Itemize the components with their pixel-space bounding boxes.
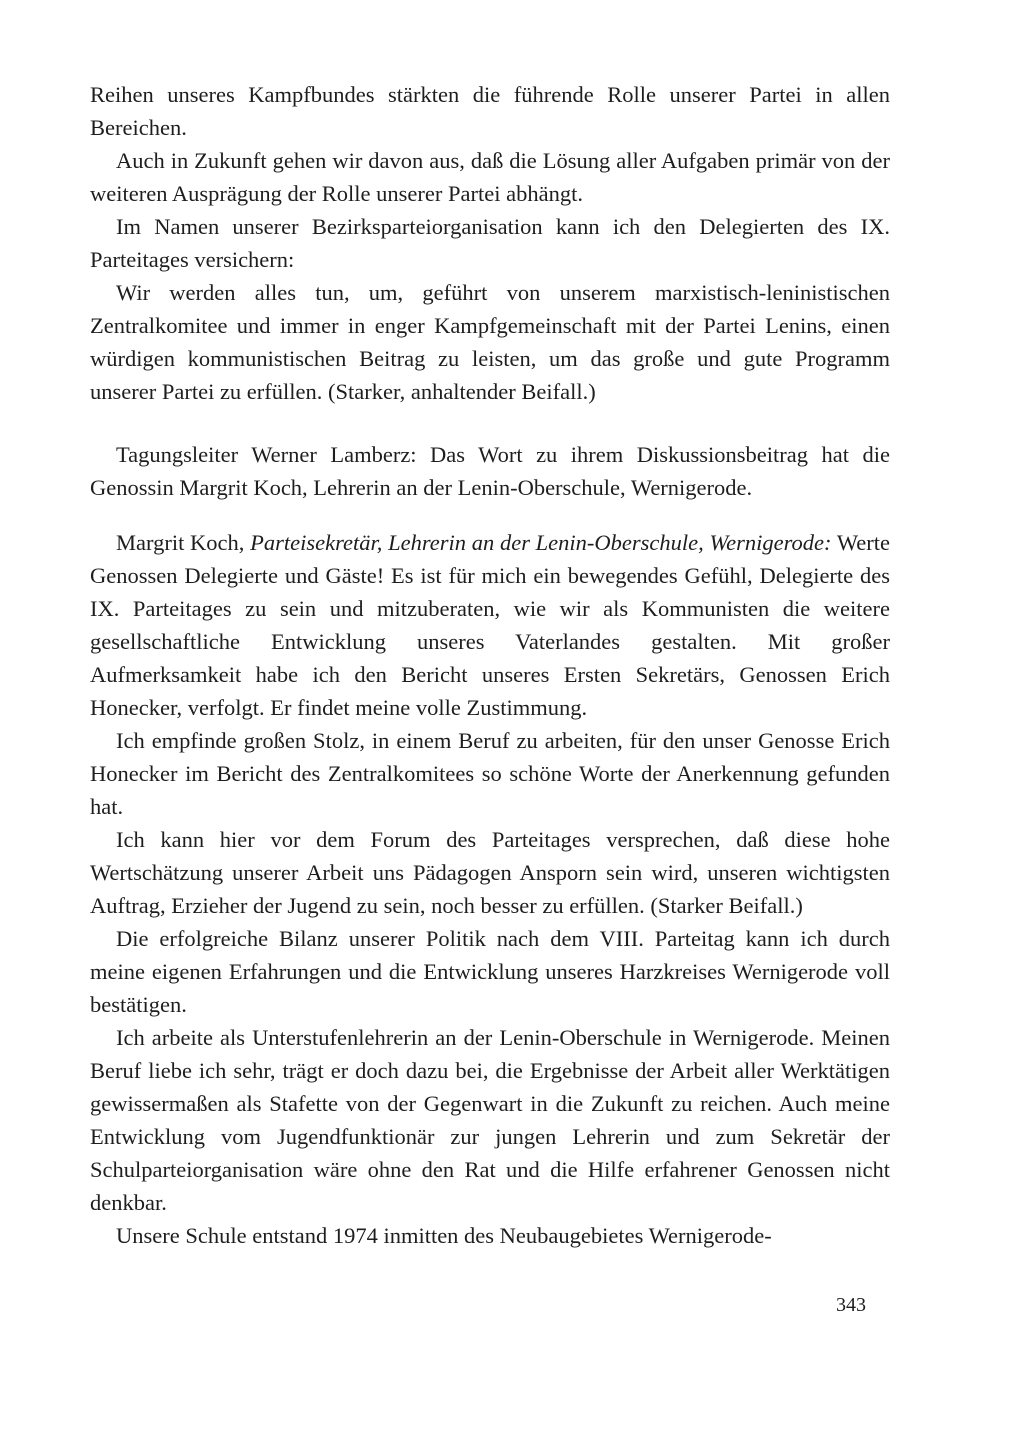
paragraph-2: Auch in Zukunft gehen wir davon aus, daß die Lösung aller Aufgaben primär von der weiteren Ausprägung der Rolle unserer Partei abhängt. xyxy=(90,148,890,206)
speaker-name: Margrit Koch, xyxy=(116,530,245,555)
speech-paragraph-4: Ich arbeite als Unterstufenlehrerin an der Lenin-Oberschule in Wernigerode. Meinen Beruf liebe ich sehr, trägt er doch dazu bei, die Ergebnisse der Arbeit aller Werktätigen gewissermaßen als Stafette von der Gegenwart in die Zukunft zu reichen. Auch meine Entwicklung vom Jugendfunktionär zur jungen Lehrerin und zum Sekretär der Schulparteiorganisation wäre ohne den Rat und die Hilfe erfahrener Genossen nicht denkbar. xyxy=(90,1025,890,1215)
speech-opening: Werte Genossen Delegierte und Gäste! Es ist für mich ein bewegendes Gefühl, Delegierte des IX. Parteitages zu sein und mitzuberaten, wie wir als Kommunisten die weitere gesellschaftliche Entwicklung unseres Vaterlandes gestalten. Mit großer Aufmerksamkeit habe ich den Bericht unseres Ersten Sekretärs, Genossen Erich Honecker, verfolgt. Er findet meine volle Zustimmung. xyxy=(90,530,890,720)
speech-paragraph-2: Ich kann hier vor dem Forum des Parteitages versprechen, daß diese hohe Wertschätzung unserer Arbeit uns Pädagogen Ansporn sein wird, unseren wichtigsten Auftrag, Erzieher der Jugend zu sein, noch besser zu erfüllen. (Starker Beifall.) xyxy=(90,827,890,918)
document-page xyxy=(90,78,890,1252)
chair-note: Tagungsleiter Werner Lamberz: Das Wort zu ihrem Diskussionsbeitrag hat die Genossin Margrit Koch, Lehrerin an der Lenin-Oberschule, Wernigerode. xyxy=(90,442,890,500)
speech-paragraph-1: Ich empfinde großen Stolz, in einem Beruf zu arbeiten, für den unser Genosse Erich Honecker im Bericht des Zentralkomitees so schöne Worte der Anerkennung gefunden hat. xyxy=(90,728,890,819)
page-number: 343 xyxy=(836,1294,866,1316)
paragraph-3: Im Namen unserer Bezirksparteiorganisation kann ich den Delegierten des IX. Parteitages versichern: xyxy=(90,214,890,272)
speech-opening-paragraph xyxy=(90,526,890,724)
speaker-role: Parteisekretär, Lehrerin an der Lenin-Oberschule, Wernigerode: xyxy=(250,530,832,555)
paragraph-4: Wir werden alles tun, um, geführt von unserem marxistisch-leninistischen Zentralkomitee und immer in enger Kampfgemeinschaft mit der Partei Lenins, einen würdigen kommunistischen Beitrag zu leisten, um das große und gute Programm unserer Partei zu erfüllen. (Starker, anhaltender Beifall.) xyxy=(90,280,890,404)
paragraph-1: Reihen unseres Kampfbundes stärkten die führende Rolle unserer Partei in allen Bereichen. xyxy=(90,82,890,140)
speech-paragraph-5: Unsere Schule entstand 1974 inmitten des Neubaugebietes Wernigerode- xyxy=(116,1223,772,1248)
speech-paragraph-3: Die erfolgreiche Bilanz unserer Politik nach dem VIII. Parteitag kann ich durch meine eigenen Erfahrungen und die Entwicklung unseres Harzkreises Wernigerode voll bestätigen. xyxy=(90,926,890,1017)
